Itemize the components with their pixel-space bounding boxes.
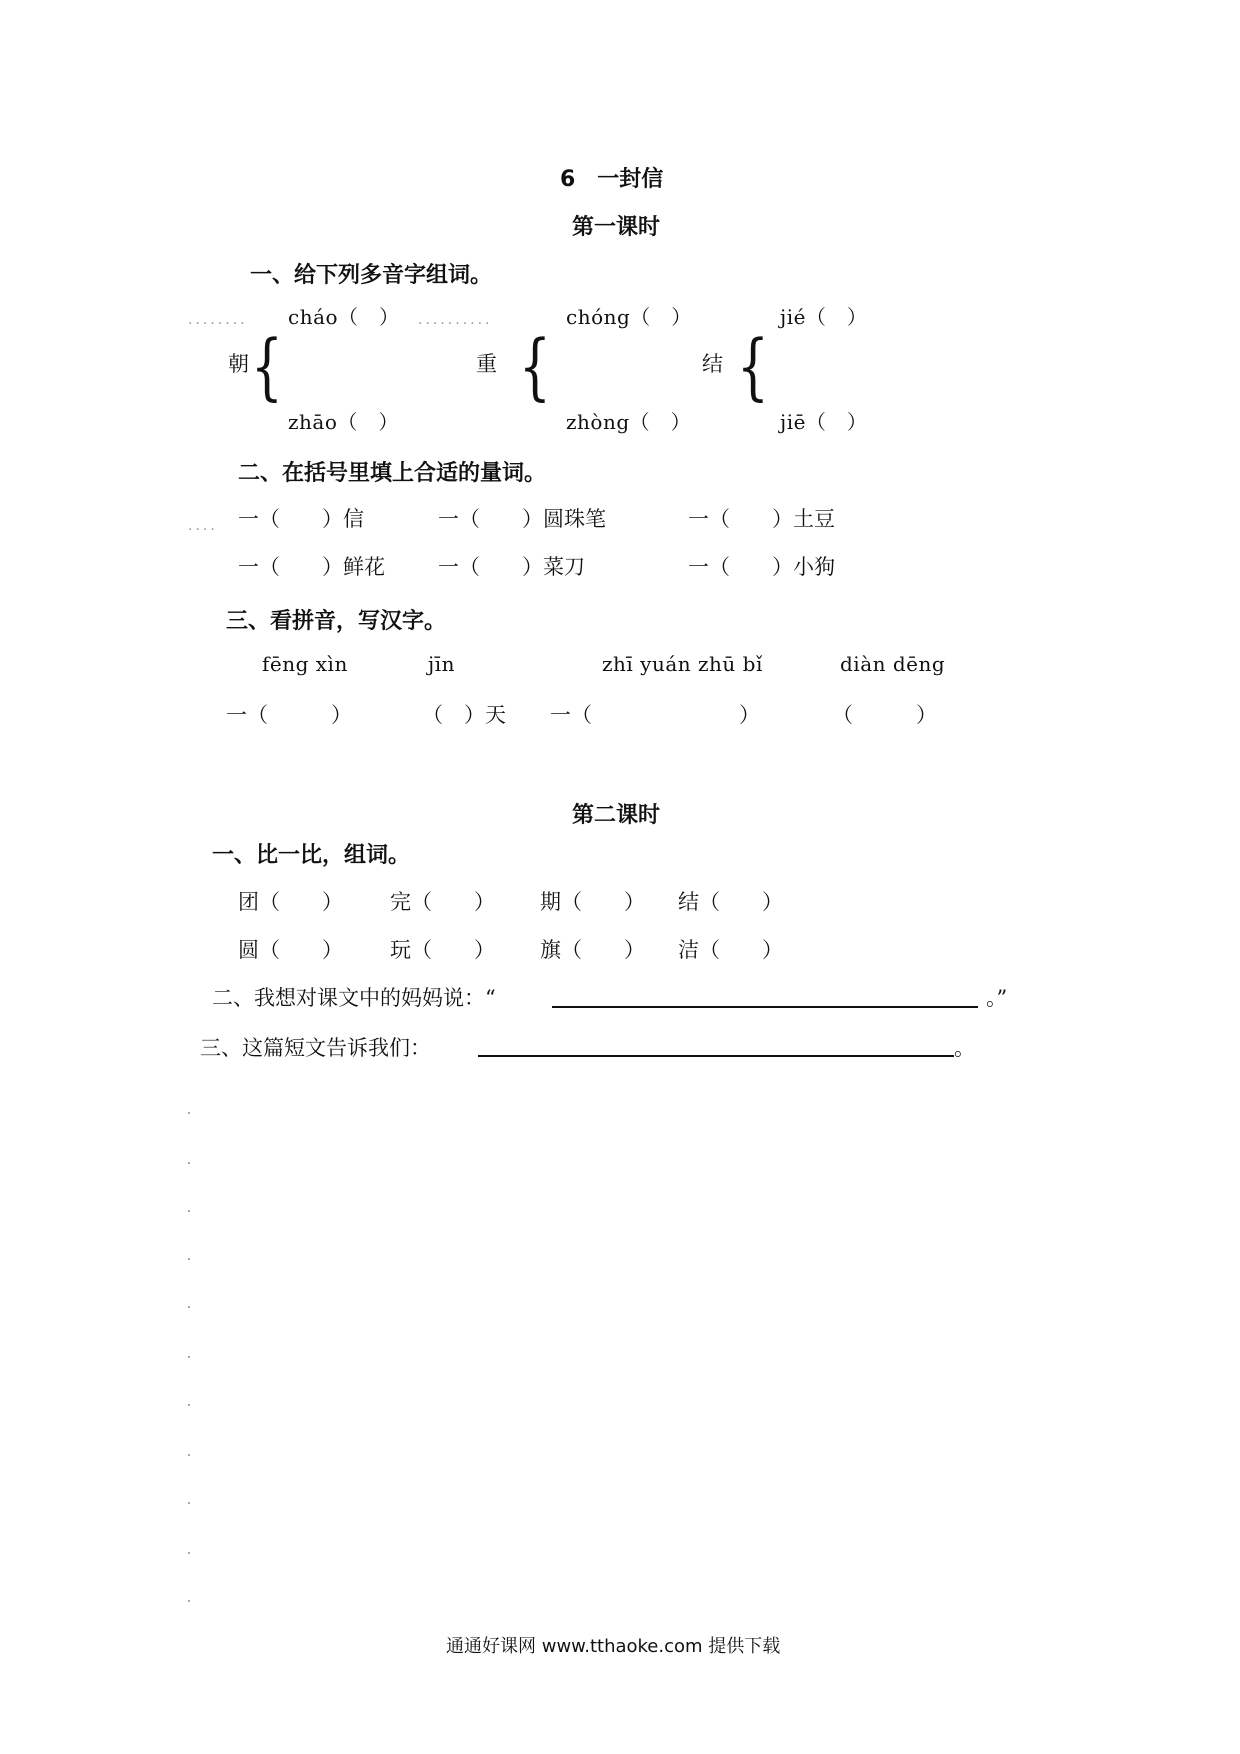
answer-blank[interactable]: （ ）天 — [422, 703, 506, 727]
measure-word-item: 一（ ）小狗 — [688, 555, 835, 579]
decorative-dots: ........ — [188, 312, 248, 328]
polyphone-2-bottom: zhòng（ ） — [566, 410, 692, 434]
polyphone-1-char: 朝 — [228, 352, 249, 376]
lesson1-heading: 第一课时 — [572, 215, 661, 240]
polyphone-1-top: cháo（ ） — [288, 305, 400, 329]
compare-word-item: 玩（ ） — [390, 938, 495, 962]
l1-q3-title: 三、看拼音，写汉字。 — [226, 609, 447, 634]
measure-word-item: 一（ ）信 — [238, 507, 364, 531]
l2-q3-suffix: 。 — [954, 1036, 975, 1060]
l2-q1-title: 一、比一比，组词。 — [212, 843, 411, 868]
answer-blank[interactable]: 一（ ） — [226, 703, 352, 727]
page-footer: 通通好课网 www.tthaoke.com 提供下载 — [446, 1636, 781, 1657]
measure-word-item: 一（ ）菜刀 — [438, 555, 585, 579]
pinyin-item: jīn — [428, 652, 455, 676]
document-title: 6 一封信 — [560, 167, 664, 192]
margin-mark — [188, 1454, 190, 1456]
margin-mark — [188, 1210, 190, 1212]
polyphone-2-char: 重 — [476, 352, 497, 376]
margin-mark — [188, 1306, 190, 1308]
brace-icon: { — [250, 324, 283, 408]
answer-blank[interactable]: （ ） — [832, 703, 937, 727]
compare-word-item: 圆（ ） — [238, 938, 343, 962]
brace-icon: { — [736, 324, 769, 408]
margin-mark — [188, 1552, 190, 1554]
compare-word-item: 结（ ） — [678, 890, 783, 914]
compare-word-item: 团（ ） — [238, 890, 343, 914]
compare-word-item: 洁（ ） — [678, 938, 783, 962]
compare-word-item: 期（ ） — [540, 890, 645, 914]
margin-mark — [188, 1112, 190, 1114]
answer-line[interactable] — [552, 1006, 978, 1008]
margin-mark — [188, 1258, 190, 1260]
l2-q3-prefix: 三、这篇短文告诉我们： — [200, 1036, 431, 1060]
compare-word-item: 完（ ） — [390, 890, 495, 914]
compare-word-item: 旗（ ） — [540, 938, 645, 962]
polyphone-3-bottom: jiē（ ） — [780, 410, 868, 434]
decorative-dots: .......... — [418, 312, 493, 328]
polyphone-2-top: chóng（ ） — [566, 305, 692, 329]
margin-mark — [188, 1502, 190, 1504]
margin-mark — [188, 1356, 190, 1358]
answer-line[interactable] — [478, 1055, 954, 1057]
answer-blank[interactable]: 一（ ） — [550, 703, 760, 727]
pinyin-item: diàn dēng — [840, 652, 946, 676]
measure-word-item: 一（ ）土豆 — [688, 507, 835, 531]
pinyin-item: zhī yuán zhū bǐ — [602, 652, 763, 676]
l2-q2-suffix: 。” — [986, 986, 1008, 1010]
margin-mark — [188, 1404, 190, 1406]
lesson2-heading: 第二课时 — [572, 803, 661, 828]
l2-q2-prefix: 二、我想对课文中的妈妈说：“ — [212, 986, 496, 1010]
measure-word-item: 一（ ）圆珠笔 — [438, 507, 606, 531]
polyphone-1-bottom: zhāo（ ） — [288, 410, 399, 434]
margin-mark — [188, 1162, 190, 1164]
polyphone-3-char: 结 — [702, 352, 723, 376]
l1-q2-title: 二、在括号里填上合适的量词。 — [238, 461, 547, 486]
margin-mark — [188, 1600, 190, 1602]
decorative-dots: .... — [188, 518, 218, 534]
brace-icon: { — [518, 324, 551, 408]
pinyin-item: fēng xìn — [262, 652, 348, 676]
l1-q1-title: 一、给下列多音字组词。 — [250, 263, 493, 288]
measure-word-item: 一（ ）鲜花 — [238, 555, 385, 579]
polyphone-3-top: jié（ ） — [780, 305, 868, 329]
